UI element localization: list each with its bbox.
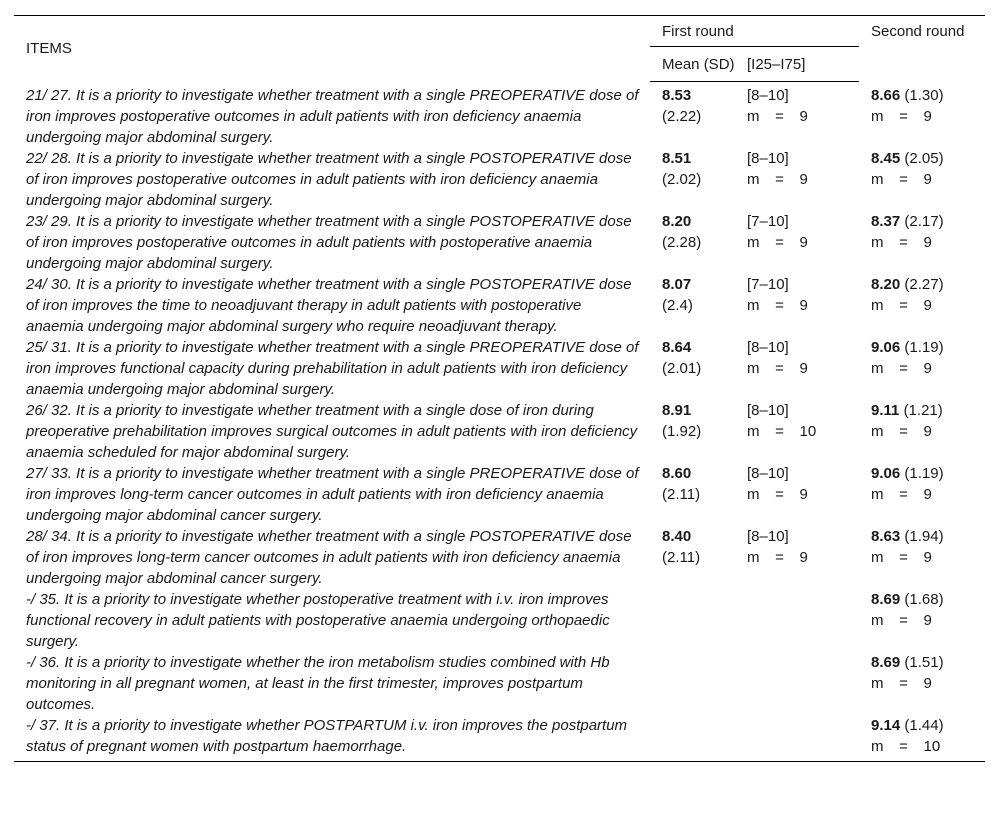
item-text: 28/ 34. It is a priority to investigate whether treatment with a single POSTOPERATIVE dose of iron improves long-term cancer outcomes in adult patients with iron deficiency anaemia undergoing major abdominal cancer surgery. <box>26 527 632 587</box>
second-round <box>859 148 985 211</box>
table-row <box>14 715 985 762</box>
median-label: m <box>871 422 884 440</box>
first-round-mean-sd <box>650 715 735 762</box>
second-mean: 8.63 <box>871 527 901 545</box>
median-label: m <box>871 296 884 314</box>
median-value <box>747 547 808 568</box>
median-label: m <box>747 233 760 251</box>
first-sd: (2.02) <box>662 170 702 188</box>
equals-sign: = <box>899 485 908 503</box>
equals-sign: = <box>775 359 784 377</box>
median-label: m <box>871 107 884 125</box>
first-sd: (2.11) <box>662 485 701 503</box>
median-value <box>747 421 816 442</box>
item-text: 21/ 27. It is a priority to investigate whether treatment with a single PREOPERATIVE dose of iron improves postoperative outcomes in adult patients with iron deficiency anaemia undergoing major abdominal surgery. <box>26 86 639 146</box>
second-sd: (1.30) <box>904 86 944 104</box>
median-value <box>871 610 932 631</box>
table-row <box>14 526 985 589</box>
first-round-mean-sd <box>650 589 735 652</box>
equals-sign: = <box>775 485 784 503</box>
first-mean: 8.91 <box>662 401 692 419</box>
item-text: 24/ 30. It is a priority to investigate whether treatment with a single POSTOPERATIVE dose of iron improves the time to neoadjuvant therapy in adult patients with postoperative anaemia undergoing major abdominal surgery who require neoadjuvant therapy. <box>26 275 632 335</box>
equals-sign: = <box>899 233 908 251</box>
first-round-iqr <box>735 463 859 526</box>
first-round-iqr <box>735 652 859 715</box>
table-row <box>14 652 985 715</box>
second-mean: 9.06 <box>871 338 901 356</box>
equals-sign: = <box>775 548 784 566</box>
second-round <box>859 211 985 274</box>
equals-sign: = <box>899 422 908 440</box>
median-value <box>747 169 808 190</box>
first-sd: (2.4) <box>662 296 693 314</box>
second-round <box>859 463 985 526</box>
item-text: -/ 37. It is a priority to investigate whether POSTPARTUM i.v. iron improves the postpartum status of pregnant women with postpartum haemorrhage. <box>14 715 650 762</box>
table-row <box>14 82 985 148</box>
items-header: ITEMS <box>14 16 650 82</box>
second-sd: (1.94) <box>904 527 944 545</box>
median-label: m <box>871 170 884 188</box>
median-number: 9 <box>923 422 932 440</box>
median-number: 10 <box>923 737 941 755</box>
median-number: 9 <box>799 170 808 188</box>
median-number: 9 <box>799 296 808 314</box>
equals-sign: = <box>775 108 784 125</box>
median-label: m <box>871 548 884 566</box>
equals-sign: = <box>899 737 908 755</box>
first-round-iqr <box>735 337 859 400</box>
second-round <box>859 274 985 337</box>
first-sd: (2.11) <box>662 548 701 566</box>
first-sd: (2.28) <box>662 233 702 251</box>
first-round-iqr <box>735 715 859 762</box>
first-mean: 8.51 <box>662 149 692 167</box>
iqr-header: [I25–I75] <box>735 47 859 82</box>
first-round-header: First round <box>650 16 859 47</box>
median-number: 9 <box>799 108 808 125</box>
median-value <box>871 358 932 379</box>
second-sd: (1.68) <box>904 590 944 608</box>
second-sd: (2.17) <box>904 212 944 230</box>
median-value <box>871 736 940 757</box>
second-round <box>859 589 985 652</box>
median-label: m <box>747 296 760 314</box>
second-sd: (1.21) <box>903 401 943 419</box>
first-round-iqr <box>735 211 859 274</box>
second-sd: (1.19) <box>904 464 944 482</box>
table-row <box>14 463 985 526</box>
first-iqr: [8–10] <box>747 338 789 356</box>
median-label: m <box>747 359 760 377</box>
first-round-iqr <box>735 82 859 148</box>
median-value <box>871 484 932 505</box>
first-round-mean-sd <box>650 82 735 148</box>
second-mean: 8.66 <box>871 86 901 104</box>
median-number: 9 <box>923 107 932 125</box>
median-number: 9 <box>923 611 932 629</box>
median-value <box>747 484 808 505</box>
first-iqr: [8–10] <box>747 87 789 104</box>
first-sd: (1.92) <box>662 422 702 440</box>
first-round-mean-sd <box>650 274 735 337</box>
table-row <box>14 211 985 274</box>
item-text: 27/ 33. It is a priority to investigate whether treatment with a single PREOPERATIVE dose of iron improves long-term cancer outcomes in adult patients with iron deficiency anaemia undergoing major abdominal cancer surgery. <box>26 464 639 524</box>
second-round <box>859 337 985 400</box>
equals-sign: = <box>775 233 784 251</box>
median-value <box>871 295 932 316</box>
second-mean: 8.69 <box>871 653 901 671</box>
second-mean: 8.37 <box>871 212 901 230</box>
median-number: 9 <box>923 359 932 377</box>
median-label: m <box>871 674 884 692</box>
median-number: 9 <box>799 233 808 251</box>
results-table <box>14 15 985 762</box>
median-number: 9 <box>799 485 808 503</box>
second-mean: 9.06 <box>871 464 901 482</box>
first-round-iqr <box>735 400 859 463</box>
first-mean: 8.64 <box>662 338 692 356</box>
first-mean: 8.07 <box>662 275 692 293</box>
median-value <box>747 358 808 379</box>
mean-sd-header: Mean (SD) <box>650 47 735 82</box>
equals-sign: = <box>899 548 908 566</box>
median-number: 9 <box>799 548 808 566</box>
median-value <box>747 295 808 316</box>
median-number: 9 <box>923 548 932 566</box>
first-mean: 8.40 <box>662 527 692 545</box>
first-mean: 8.53 <box>662 87 692 104</box>
table-row <box>14 148 985 211</box>
equals-sign: = <box>899 107 908 125</box>
median-label: m <box>871 485 884 503</box>
median-number: 9 <box>923 485 932 503</box>
equals-sign: = <box>899 296 908 314</box>
median-value <box>747 106 808 127</box>
first-iqr: [8–10] <box>747 527 789 545</box>
median-label: m <box>747 422 760 440</box>
table-row <box>14 274 985 337</box>
median-label: m <box>747 548 760 566</box>
median-label: m <box>871 611 884 629</box>
first-round-mean-sd <box>650 463 735 526</box>
median-number: 9 <box>923 233 932 251</box>
median-value <box>871 106 932 127</box>
first-sd: (2.01) <box>662 359 702 377</box>
first-round-mean-sd <box>650 337 735 400</box>
equals-sign: = <box>775 170 784 188</box>
second-mean: 8.45 <box>871 149 901 167</box>
results-table-container <box>14 15 985 762</box>
median-number: 9 <box>923 296 932 314</box>
second-round <box>859 715 985 762</box>
equals-sign: = <box>775 422 784 440</box>
second-sd: (1.19) <box>904 338 944 356</box>
second-round <box>859 400 985 463</box>
second-sd: (1.51) <box>904 653 944 671</box>
first-round-mean-sd <box>650 400 735 463</box>
second-round <box>859 526 985 589</box>
first-round-mean-sd <box>650 148 735 211</box>
second-round <box>859 82 985 148</box>
median-label: m <box>747 170 760 188</box>
median-value <box>871 421 932 442</box>
first-mean: 8.60 <box>662 464 692 482</box>
equals-sign: = <box>775 296 784 314</box>
first-round-iqr <box>735 148 859 211</box>
second-sd: (2.27) <box>904 275 944 293</box>
item-text: 25/ 31. It is a priority to investigate whether treatment with a single PREOPERATIVE dose of iron improves functional capacity during prehabilitation in adult patients with iron deficiency anaemia undergoing major abdominal surgery. <box>26 338 639 398</box>
median-label: m <box>871 233 884 251</box>
first-sd: (2.22) <box>662 108 702 125</box>
first-round-iqr <box>735 274 859 337</box>
first-iqr: [8–10] <box>747 401 789 419</box>
table-row <box>14 337 985 400</box>
item-text: 26/ 32. It is a priority to investigate whether treatment with a single dose of iron during preoperative prehabilitation improves surgical outcomes in adult patients with iron deficiency anaemia scheduled for major abdominal surgery. <box>26 401 638 461</box>
first-round-iqr <box>735 589 859 652</box>
median-value <box>747 232 808 253</box>
second-mean: 9.11 <box>871 401 900 419</box>
median-value <box>871 673 932 694</box>
second-round-header: Second round <box>859 16 985 82</box>
first-round-iqr <box>735 526 859 589</box>
second-mean: 8.20 <box>871 275 901 293</box>
second-sd: (2.05) <box>904 149 944 167</box>
first-iqr: [8–10] <box>747 464 789 482</box>
equals-sign: = <box>899 611 908 629</box>
equals-sign: = <box>899 170 908 188</box>
first-iqr: [7–10] <box>747 275 789 293</box>
median-number: 9 <box>923 674 932 692</box>
first-round-mean-sd <box>650 652 735 715</box>
first-round-mean-sd <box>650 211 735 274</box>
median-number: 10 <box>799 422 817 440</box>
median-value <box>871 547 932 568</box>
second-round <box>859 652 985 715</box>
median-value <box>871 169 932 190</box>
median-label: m <box>747 108 760 125</box>
item-text: 22/ 28. It is a priority to investigate whether treatment with a single POSTOPERATIVE dose of iron improves postoperative outcomes in adult patients with iron deficiency anaemia undergoing major abdominal surgery. <box>26 149 632 209</box>
median-label: m <box>871 359 884 377</box>
first-iqr: [8–10] <box>747 149 789 167</box>
table-row <box>14 589 985 652</box>
median-number: 9 <box>923 170 932 188</box>
item-text: 23/ 29. It is a priority to investigate whether treatment with a single POSTOPERATIVE dose of iron improves postoperative outcomes in adult patients with postoperative anaemia undergoing major abdominal surgery. <box>26 212 632 272</box>
table-row <box>14 400 985 463</box>
median-label: m <box>747 485 760 503</box>
median-value <box>871 232 932 253</box>
equals-sign: = <box>899 674 908 692</box>
median-number: 9 <box>799 359 808 377</box>
item-text: -/ 36. It is a priority to investigate whether the iron metabolism studies combined with Hb monitoring in all pregnant women, at least in the first trimester, improves postpartum outcomes. <box>26 653 610 713</box>
first-iqr: [7–10] <box>747 212 789 230</box>
second-mean: 9.14 <box>871 716 901 734</box>
median-label: m <box>871 737 884 755</box>
second-mean: 8.69 <box>871 590 901 608</box>
equals-sign: = <box>899 359 908 377</box>
first-round-mean-sd <box>650 526 735 589</box>
second-sd: (1.44) <box>904 716 944 734</box>
item-text: -/ 35. It is a priority to investigate whether postoperative treatment with i.v. iron improves functional recovery in adult patients with postoperative anaemia undergoing orthopaedic surgery. <box>26 590 610 650</box>
first-mean: 8.20 <box>662 212 692 230</box>
